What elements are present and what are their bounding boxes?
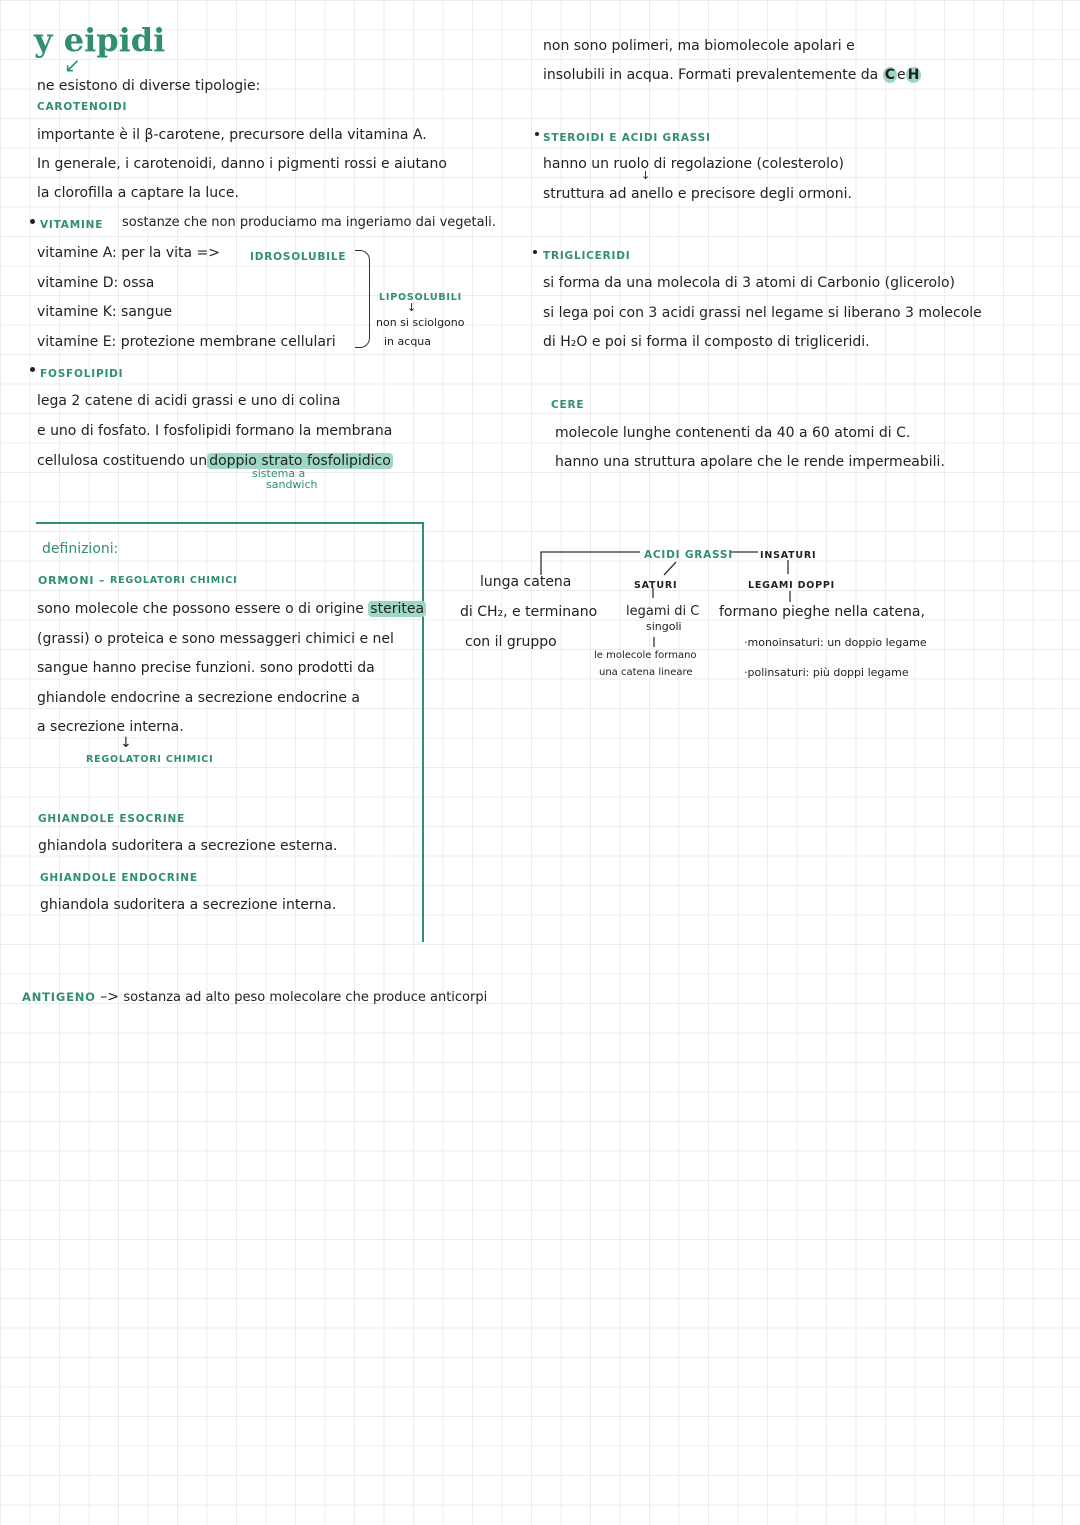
liposolubili-label: LIPOSOLUBILI [379, 292, 462, 303]
ormoni-line: (grassi) o proteica e sono messaggeri chimici e nel [37, 631, 394, 647]
acidi-grassi-title: ACIDI GRASSI [644, 549, 734, 561]
carotenoidi-line: importante è il β-carotene, precursore della vitamina A. [37, 127, 427, 143]
carotenoidi-line: In generale, i carotenoidi, danno i pigmenti rossi e aiutano [37, 156, 447, 172]
antigeno-text: sostanza ad alto peso molecolare che produce anticorpi [123, 990, 488, 1005]
ormoni-line-pre: sono molecole che possono essere o di origine [37, 601, 364, 617]
endocrine-text: ghiandola sudoritera a secrezione interna. [40, 897, 337, 913]
lunga-catena-text: di CH₂, e terminano [460, 604, 598, 620]
liposolubili-note: in acqua [384, 335, 432, 348]
antigeno-arrow: –> [100, 989, 119, 1005]
saturi-text: legami di C [626, 604, 700, 619]
vitamine-heading: VITAMINE [40, 219, 104, 231]
vitamina-a-tag: IDROSOLUBILE [250, 251, 347, 263]
liposolubili-note: non si sciolgono [376, 316, 465, 329]
esocrine-text: ghiandola sudoritera a secrezione esterna. [38, 838, 338, 854]
saturi-text: singoli [646, 620, 682, 633]
fosfolipidi-heading: FOSFOLIPIDI [40, 368, 124, 380]
carbon-highlight: C [884, 67, 895, 83]
hydrogen-highlight: H [907, 67, 920, 83]
polimeri-e: e [896, 67, 906, 83]
cere-line: hanno una struttura apolare che le rende impermeabili. [555, 454, 945, 470]
steroidi-arrow: ↓ [641, 169, 651, 182]
vitamina-a-text: vitamine A: per la vita => [37, 245, 220, 261]
lunga-catena-text: lunga catena [480, 574, 572, 590]
steritea-highlight: steritea [370, 601, 425, 617]
saturi-text: una catena lineare [599, 667, 693, 678]
lunga-catena-text: con il gruppo [465, 634, 557, 650]
esocrine-heading: GHIANDOLE ESOCRINE [38, 813, 186, 825]
carotenoidi-line: la clorofilla a captare la luce. [37, 185, 239, 201]
ormoni-line: a secrezione interna. [37, 719, 184, 735]
vitamine-desc: sostanze che non produciamo ma ingeriamo dai vegetali. [122, 215, 496, 230]
vitamina-e: vitamine E: protezione membrane cellulari [37, 334, 336, 350]
sandwich-note: sistema a [252, 467, 306, 480]
page-title: y eipidi [34, 21, 166, 59]
trigliceridi-line: si lega poi con 3 acidi grassi nel legame si liberano 3 molecole [543, 305, 982, 321]
polimeri-line: non sono polimeri, ma biomolecole apolari e [543, 38, 855, 54]
doppio-strato-highlight: doppio strato fosfolipidico [209, 453, 391, 469]
fosfolipidi-line-pre: cellulosa costituendo un [37, 453, 208, 469]
insaturi-text: formano pieghe nella catena, [719, 604, 925, 620]
definizioni-heading: definizioni: [42, 541, 119, 557]
ormoni-label: ORMONI – [38, 574, 106, 587]
cere-line: molecole lunghe contenenti da 40 a 60 atomi di C. [555, 425, 911, 441]
ormoni-sub: REGOLATORI CHIMICI [110, 575, 238, 586]
polimeri-line-pre: insolubili in acqua. Formati prevalentemente da [543, 67, 879, 83]
liposolubili-arrow: ↓ [407, 301, 417, 314]
carotenoidi-heading: CAROTENOIDI [37, 101, 128, 113]
vitamina-d: vitamine D: ossa [37, 275, 155, 291]
insaturi-text: ·polinsaturi: più doppi legame [744, 666, 909, 679]
trigliceridi-heading: TRIGLICERIDI [543, 250, 631, 262]
saturi-label: SATURI [634, 580, 678, 591]
title-arrow-icon: ↙ [64, 53, 81, 77]
sandwich-note: sandwich [266, 478, 318, 491]
regolatori-label: REGOLATORI CHIMICI [86, 754, 214, 765]
ormoni-line: sangue hanno precise funzioni. sono prodotti da [37, 660, 375, 676]
trigliceridi-line: di H₂O e poi si forma il composto di trigliceridi. [543, 334, 870, 350]
ormoni-line: ghiandole endocrine a secrezione endocrine a [37, 690, 360, 706]
cere-heading: CERE [551, 399, 585, 411]
steroidi-line: struttura ad anello e precisore degli ormoni. [543, 186, 852, 202]
fosfolipidi-line: e uno di fosfato. I fosfolipidi formano la membrana [37, 423, 393, 439]
antigeno-label: ANTIGENO [22, 990, 96, 1004]
regolatori-arrow: ↓ [120, 735, 132, 751]
saturi-text: le molecole formano [594, 650, 697, 661]
antigeno-line [22, 988, 487, 1007]
insaturi-label: INSATURI [760, 550, 817, 561]
endocrine-heading: GHIANDOLE ENDOCRINE [40, 872, 198, 884]
insaturi-text: ·monoinsaturi: un doppio legame [744, 636, 927, 649]
vitamina-k: vitamine K: sangue [37, 304, 173, 320]
trigliceridi-line: si forma da una molecola di 3 atomi di Carbonio (glicerolo) [543, 275, 956, 291]
steroidi-line: hanno un ruolo di regolazione (colesterolo) [543, 156, 845, 172]
steroidi-heading: STEROIDI E ACIDI GRASSI [543, 132, 711, 144]
insaturi-text: LEGAMI DOPPI [748, 580, 836, 591]
intro-text: ne esistono di diverse tipologie: [37, 78, 261, 94]
fosfolipidi-line: lega 2 catene di acidi grassi e uno di colina [37, 393, 341, 409]
